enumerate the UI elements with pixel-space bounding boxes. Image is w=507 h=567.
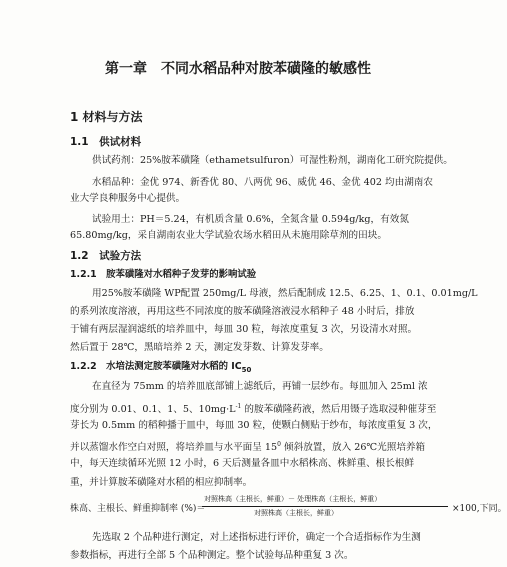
chapter-title: 第一章 不同水稻品种对胺苯磺隆的敏感性: [105, 61, 371, 77]
ic50-text-line2-a: 度分别为 0.01、0.1、1、5、10mg·L: [70, 404, 236, 416]
subsection-heading-methods: 1.2 试验方法: [70, 250, 142, 262]
germination-text-line1: 用25%胺苯磺隆 WP配置 250mg/L 母液，然后配制成 12.5、6.25、1、0.1、0.01mg/L: [92, 288, 478, 299]
ic50-text-line4-b: 倾斜放置，放入 26℃光照培养箱: [280, 442, 426, 454]
subsection-heading-materials: 1.1 供试材料: [70, 136, 142, 148]
formula-lhs: 株高、主根长、鲜重抑制率 (%)＝: [70, 504, 206, 514]
ic50-subscript: 50: [241, 365, 252, 374]
paragraph-varieties-line1: 水稻品种：金优 974、新香优 80、八两优 96、威优 46、金优 402 均由湖南农: [92, 177, 433, 188]
germination-text-line3: 于铺有两层湿润滤纸的培养皿中，每皿 30 粒，每浓度重复 3 次，另设清水对照。: [70, 324, 418, 335]
ic50-text-line4-sup: 0: [277, 441, 281, 448]
ic50-text-line4: [70, 439, 425, 454]
subsubsection-heading-germination: 1.2.1 胺苯磺隆对水稻种子发芽的影响试验: [70, 269, 257, 280]
ic50-text-line4-a: 并以蒸馏水作空白对照，将培养皿与水平面呈 15: [70, 442, 278, 454]
ic50-text-line3: 芽长为 0.5mm 的稻种播于皿中，每皿 30 粒，使颗白侧贴于纱布，每浓度重复 3 次，: [70, 420, 438, 431]
ic50-text-line2-sup: -1: [235, 403, 242, 410]
subsubsection-heading-ic50: [70, 361, 251, 376]
ic50-text-line1: 在直径为 75mm 的培养皿底部铺上滤纸后，再铺一层纱布。每皿加入 25ml 浓: [92, 381, 428, 392]
section-heading-materials-methods: 1 材料与方法: [70, 110, 143, 124]
ic50-text-line6: 重，并计算胺苯磺隆对水稻的相应抑制率。: [70, 477, 253, 488]
germination-text-line2: 的系列浓度溶液，再用这些不同浓度的胺苯磺隆溶液浸水稻种子 48 小时后，排放: [70, 306, 415, 317]
paragraph-soil-line2: 65.80mg/kg，采自湖南农业大学试验农场水稻田从未施用除草剂的田块。: [70, 230, 387, 241]
closing-text-line1: 先选取 2 个品种进行测定，对上述指标进行评价，确定一个合适指标作为生测: [92, 532, 421, 543]
paragraph-reagent: 供试药剂：25%胺苯磺隆（ethametsulfuron）可湿性粉剂，湖南化工研究院提供。: [92, 155, 453, 166]
paragraph-varieties-line2: 业大学良种服务中心提供。: [70, 193, 186, 204]
ic50-text-line5: 中，每天连续循环光照 12 小时，6 天后测量各皿中水稻株高、株鲜重、根长根鲜: [70, 458, 415, 469]
ic50-text-line2: [70, 401, 436, 416]
inhibition-rate-formula: [70, 494, 507, 520]
formula-fraction-line: [202, 506, 448, 507]
formula-numerator: 对照株高（主根长，鲜重）－ 处理株高（主根长，鲜重）: [204, 495, 382, 503]
paragraph-soil-line1: 试验用土：PH＝5.24，有机质含量 0.6%，全氮含量 0.594g/kg，有效氮: [92, 214, 409, 225]
formula-denominator: 对照株高（主根长，鲜重）: [254, 509, 338, 517]
ic50-text-line2-b: 的胺苯磺隆药液，然后用镊子选取浸种催芽至: [241, 404, 437, 416]
formula-rhs: ×100,下同。: [452, 504, 507, 514]
ic50-heading-text: 1.2.2 水培法测定胺苯磺隆对水稻的 IC: [70, 361, 242, 372]
closing-text-line2: 参数指标，再进行全部 5 个品种测定。整个试验每品种重复 3 次。: [70, 550, 354, 561]
germination-text-line4: 然后置于 28℃，黑暗培养 2 天，测定发芽数、计算发芽率。: [70, 342, 329, 353]
